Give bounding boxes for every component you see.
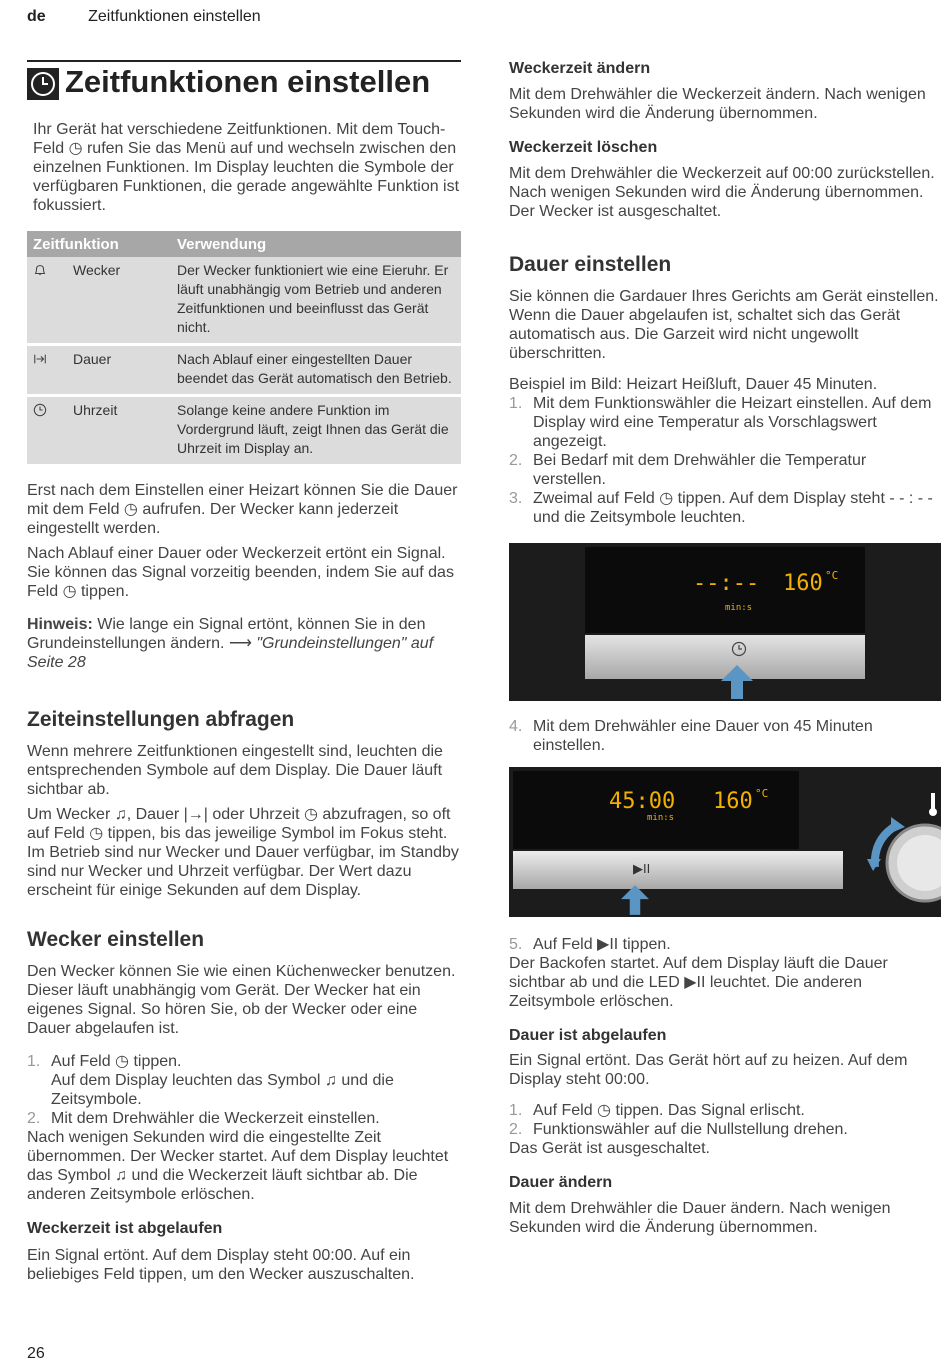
table-cell-name: Wecker (67, 257, 171, 345)
paragraph: Ein Signal ertönt. Das Gerät hört auf zu heizen. Auf dem Display steht 00:00. (509, 1052, 908, 1088)
hint-label: Hinweis: (27, 616, 93, 633)
start-pause-icon: ▶II (633, 861, 651, 876)
section-heading: Wecker einstellen (27, 928, 205, 951)
paragraph: Um Wecker ♫, Dauer |→| oder Uhrzeit ◷ abzufragen, so oft auf Feld ◷ tippen, bis das jeweilige Symbol im Fokus steht. Im Betrieb sind nur Wecker und Dauer verfügbar, im Standby sind nur Wecker und Uhrzeit verfügbar. Der Wert dazu erscheint für einige Sekunden auf dem Display. (27, 806, 459, 899)
list-item: 2. Bei Bedarf mit dem Drehwähler die Temperatur verstellen. (509, 452, 867, 488)
table-header-row (27, 231, 461, 257)
subsection-heading: Dauer ändern (509, 1174, 613, 1191)
paragraph: Nach Ablauf einer Dauer oder Weckerzeit ertönt ein Signal. Sie können das Signal vorzeitig beenden, indem Sie auf das Feld ◷ tippen. (27, 545, 454, 600)
page-number: 26 (27, 1345, 45, 1362)
temperature-readout: 160 (783, 571, 823, 596)
touch-panel (513, 851, 843, 889)
paragraph: Mit dem Drehwähler die Dauer ändern. Nach wenigen Sekunden wird die Änderung übernommen. (509, 1200, 891, 1236)
table-header: Zeitfunktion (27, 231, 171, 257)
paragraph: Ein Signal ertönt. Auf dem Display steht 00:00. Auf ein beliebiges Feld tippen, um den Wecker auszuschalten. (27, 1247, 415, 1283)
list-item: 1. Auf Feld ◷ tippen. Das Signal erlischt. (509, 1102, 805, 1119)
temperature-unit: °C (825, 569, 839, 582)
paragraph: Der Backofen startet. Auf dem Display läuft die Dauer sichtbar ab und die LED ▶II leuchtet. Die anderen Zeitsymbole erlöschen. (509, 955, 888, 1010)
table-row (27, 345, 461, 396)
step-list (509, 935, 941, 954)
paragraph: Mit dem Drehwähler die Weckerzeit auf 00:00 zurückstellen. Nach wenigen Sekunden wird die Änderung übernommen. Der Wecker ist ausgeschaltet. (509, 165, 935, 220)
temperature-readout: 160 (713, 789, 753, 814)
table-cell-use: Solange keine andere Funktion im Vordergrund läuft, zeigt Ihnen das Gerät die Uhrzeit im Display an. (171, 396, 461, 466)
paragraph: Den Wecker können Sie wie einen Küchenwecker benutzen. Dieser läuft unabhängig vom Gerät. Der Wecker hat ein eigenes Signal. So hören Sie, ob der Wecker oder eine Dauer abgelaufen ist. (27, 963, 456, 1037)
right-column (509, 60, 941, 1237)
oven-display-illustration (509, 767, 941, 917)
temperature-unit: °C (755, 787, 769, 800)
paragraph: Nach wenigen Sekunden wird die eingestellte Zeit übernommen. Der Wecker startet. Auf dem Display leuchtet das Symbol ♫ und die Weckerzeit läuft sichtbar ab. Die anderen Zeitsymbole erlöschen. (27, 1129, 449, 1203)
section-heading: Dauer einstellen (509, 253, 672, 276)
list-item: 5. Auf Feld ▶II tippen. (509, 936, 671, 953)
language-code: de (27, 8, 46, 25)
rotary-knob-icon (857, 787, 941, 907)
list-item: 1. Auf Feld ◷ tippen. Auf dem Display leuchten das Symbol ♫ und die Zeitsymbole. (27, 1053, 394, 1108)
paragraph: Mit dem Drehwähler die Weckerzeit ändern. Nach wenigen Sekunden wird die Änderung übernommen. (509, 86, 926, 122)
display-screen (585, 547, 865, 633)
table-header: Verwendung (171, 231, 461, 257)
left-column (27, 60, 461, 1284)
list-item: 3. Zweimal auf Feld ◷ tippen. Auf dem Display steht - - : - - und die Zeitsymbole leuchten. (509, 490, 933, 526)
time-readout: --:-- (693, 571, 760, 596)
paragraph: Wenn mehrere Zeitfunktionen eingestellt sind, leuchten die entsprechenden Symbole auf dem Display. Die Dauer läuft sichtbar ab. (27, 743, 443, 798)
paragraph: Das Gerät ist ausgeschaltet. (509, 1140, 710, 1157)
table-cell-name: Uhrzeit (67, 396, 171, 466)
oven-display-illustration (509, 543, 941, 701)
arrow-up-icon (621, 885, 649, 915)
time-function-table (27, 231, 461, 467)
section-heading: Zeiteinstellungen abfragen (27, 708, 295, 731)
clock-icon (27, 68, 59, 100)
clock-icon (731, 641, 747, 657)
time-readout: 45:00 (609, 789, 676, 814)
clock-icon (27, 396, 67, 466)
step-list (509, 717, 941, 755)
header-section: Zeitfunktionen einstellen (88, 8, 261, 25)
list-item: 1. Mit dem Funktionswähler die Heizart einstellen. Auf dem Display wird eine Temperatur als Vorschlagswert angezeigt. (509, 395, 932, 450)
table-cell-name: Dauer (67, 345, 171, 396)
step-list (509, 1101, 941, 1139)
time-unit-label: min:s (647, 813, 675, 823)
subsection-heading: Weckerzeit ist abgelaufen (27, 1220, 223, 1237)
table-cell-use: Der Wecker funktioniert wie eine Eieruhr. Er läuft unabhängig vom Betrieb und anderen Zeitfunktionen und beeinflusst das Gerät nicht. (171, 257, 461, 345)
table-row (27, 257, 461, 345)
paragraph: Beispiel im Bild: Heizart Heißluft, Dauer 45 Minuten. (509, 376, 878, 393)
page-title: Zeitfunktionen einstellen (65, 64, 431, 99)
duration-icon (27, 345, 67, 396)
arrow-right-icon: ⟶ (228, 635, 252, 652)
list-item: 2. Funktionswähler auf die Nullstellung drehen. (509, 1121, 848, 1138)
paragraph: Sie können die Gardauer Ihres Gerichts am Gerät einstellen. Wenn die Dauer abgelaufen ist, schaltet sich das Gerät automatisch aus. Die Garzeit wird nicht ungewollt überschritten. (509, 288, 939, 362)
list-item: 2. Mit dem Drehwähler die Weckerzeit einstellen. (27, 1110, 380, 1127)
section-title-box (27, 60, 461, 104)
table-row (27, 396, 461, 466)
paragraph: Erst nach dem Einstellen einer Heizart können Sie die Dauer mit dem Feld ◷ aufrufen. Der Wecker kann jederzeit eingestellt werden. (27, 482, 458, 537)
display-screen (513, 771, 799, 849)
page-header (27, 8, 261, 26)
list-item: 4. Mit dem Drehwähler eine Dauer von 45 Minuten einstellen. (509, 718, 873, 754)
subsection-heading: Weckerzeit ändern (509, 60, 651, 77)
bell-icon (27, 257, 67, 345)
intro-text: Ihr Gerät hat verschiedene Zeitfunktionen. Mit dem Touch-Feld ◷ rufen Sie das Menü auf und wechseln zwischen den einzelnen Funktionen. Im Display leuchten die Symbole der verfügbaren Funktionen, die gerade angewählte Funktion ist fokussiert. (33, 121, 460, 214)
table-cell-use: Nach Ablauf einer eingestellten Dauer beendet das Gerät automatisch den Betrieb. (171, 345, 461, 396)
time-unit-label: min:s (725, 603, 753, 613)
subsection-heading: Weckerzeit löschen (509, 139, 658, 156)
arrow-up-icon (721, 665, 753, 699)
step-list (509, 394, 941, 527)
hint (27, 615, 461, 672)
subsection-heading: Dauer ist abgelaufen (509, 1027, 667, 1044)
hint-text: Wie lange ein Signal ertönt, können Sie in den Grundeinstellungen ändern. (27, 616, 426, 652)
cross-reference-link[interactable]: "Grundeinstellungen" auf Seite 28 (27, 635, 434, 671)
step-list (27, 1052, 461, 1128)
